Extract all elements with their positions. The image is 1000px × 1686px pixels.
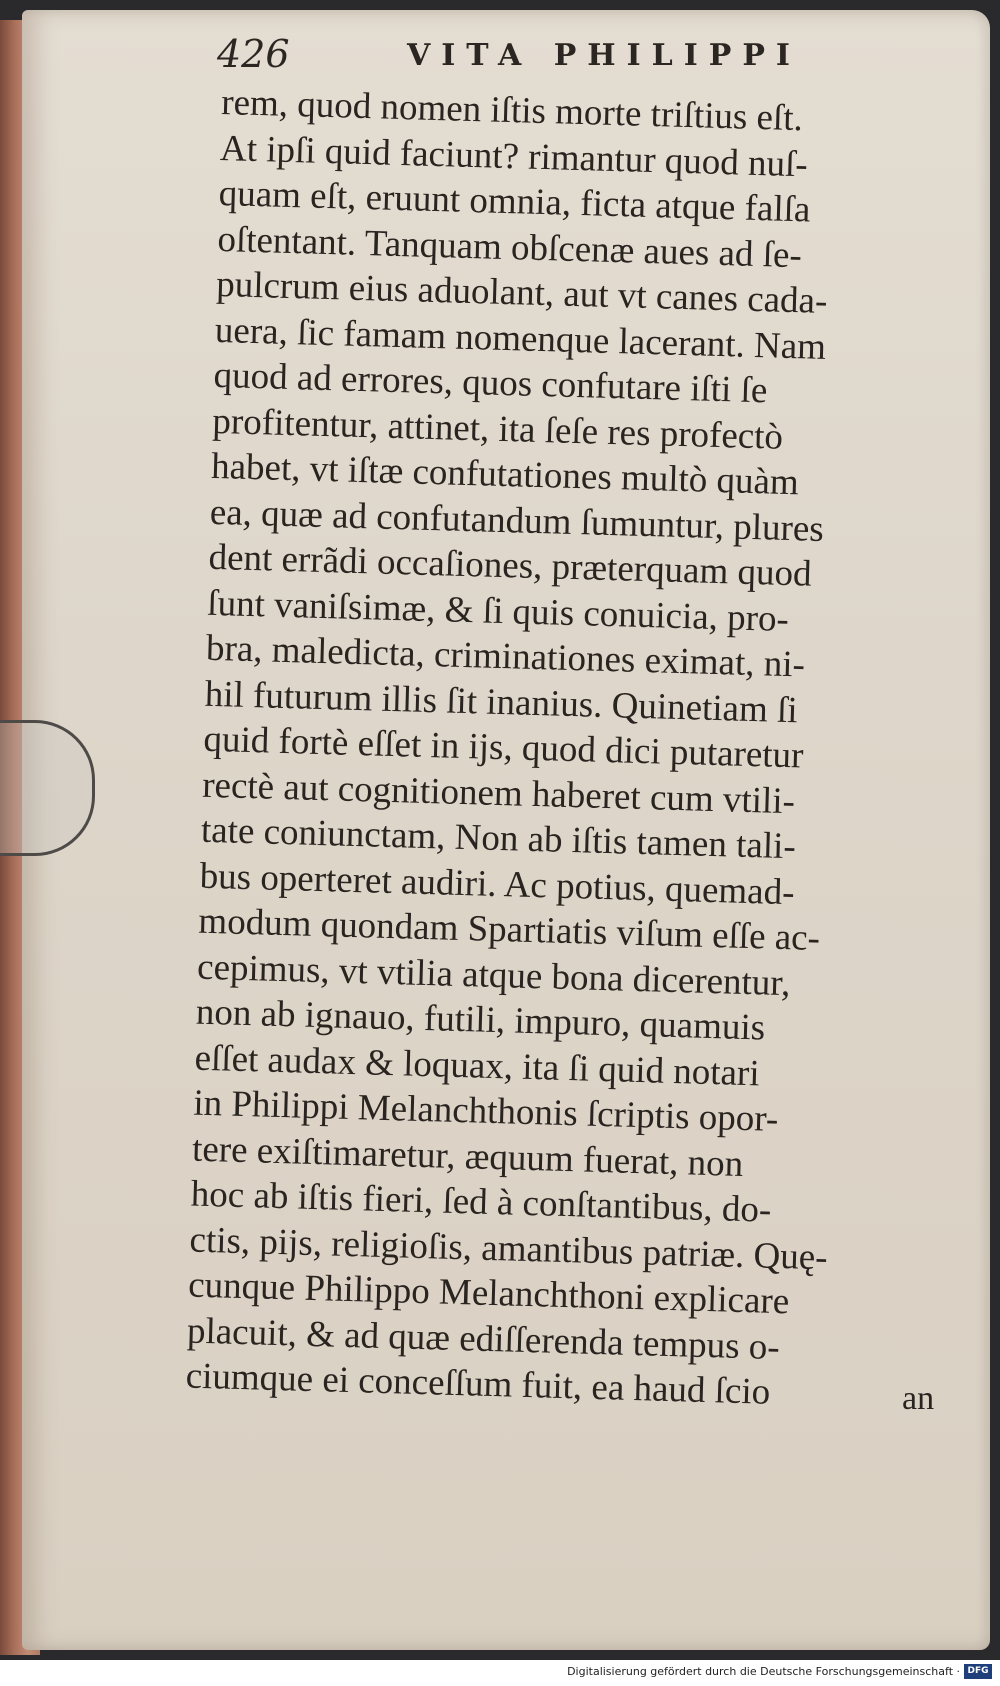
text-line: rem, quod nomen iſtis morte triſtius eſt. [220, 81, 804, 140]
text-line: in Philippi Melanchthonis ſcriptis opor- [192, 1082, 779, 1140]
text-line: ſunt vaniſsimæ, & ſi quis conuicia, pro- [206, 582, 790, 640]
text-line: hil futurum illis ſit inanius. Quinetiam ſi [204, 673, 799, 731]
text-line: ea, quæ ad confutandum ſumuntur, plures [209, 491, 825, 550]
catchword: an [902, 1380, 935, 1417]
text-line: At ipſi quid faciunt? rimantur quod nuſ- [219, 127, 809, 185]
text-line: hoc ab iſtis fieri, ſed à conſtantibus, do- [190, 1173, 772, 1231]
running-head [217, 32, 877, 82]
text-line: eſſet audax & loquax, ita ſi quid notari [194, 1037, 761, 1094]
funding-credit: Digitalisierung gefördert durch die Deutsche Forschungsgemeinschaft · [567, 1665, 960, 1678]
text-line: tere exiſtimaretur, æquum fuerat, non [191, 1128, 744, 1185]
text-line: profitentur, attinet, ita ſeſe res profectò [211, 400, 784, 458]
text-line: pulcrum eius aduolant, aut vt canes cada- [215, 263, 828, 322]
text-line: ctis, pijs, religioſis, amantibus patriæ. Quę- [189, 1219, 829, 1278]
page-number: 426 [217, 32, 290, 76]
text-line: quod ad errores, quos confutare iſti ſe [213, 354, 768, 412]
dfg-logo: DFG [964, 1664, 992, 1679]
text-line: cunque Philippo Melanchthoni explicare [187, 1264, 790, 1323]
text-line: quam eſt, eruunt omnia, ficta atque falſa [218, 172, 811, 231]
text-line: dent errãdi occaſiones, præterquam quod [208, 536, 813, 595]
text-line: habet, vt iſtæ confutationes multò quàm [210, 445, 800, 504]
text-line: ciumque ei conceſſum fuit, ea haud ſcio [185, 1355, 771, 1413]
footer-bar [0, 1660, 1000, 1686]
text-line: cepimus, vt vtilia atque bona dicerentur, [196, 946, 791, 1004]
page-clip-mark [0, 720, 95, 856]
running-head-title: VITA PHILIPPI [407, 38, 801, 73]
text-line: non ab ignauo, futili, impuro, quamuis [195, 991, 766, 1049]
text-line: bra, maledicta, criminationes eximat, ni- [205, 627, 806, 686]
text-line: rectè aut cognitionem haberet cum vtili- [201, 764, 796, 822]
text-line: modum quondam Spartiatis viſum eſſe ac- [197, 900, 821, 960]
text-line: bus operteret audiri. Ac potius, quemad- [199, 855, 796, 913]
text-line: oſtentant. Tanquam obſcenæ aues ad ſe- [216, 218, 803, 276]
book-page [22, 10, 990, 1650]
text-line: quid fortè eſſet in ijs, quod dici putaretur [203, 718, 805, 777]
body-text [185, 80, 972, 1420]
text-line: uera, ſic famam nomenque lacerant. Nam [214, 309, 827, 368]
text-line: placuit, & ad quæ ediſſerenda tempus o- [186, 1310, 781, 1368]
text-line: tate coniunctam, Non ab iſtis tamen tali- [200, 809, 797, 868]
